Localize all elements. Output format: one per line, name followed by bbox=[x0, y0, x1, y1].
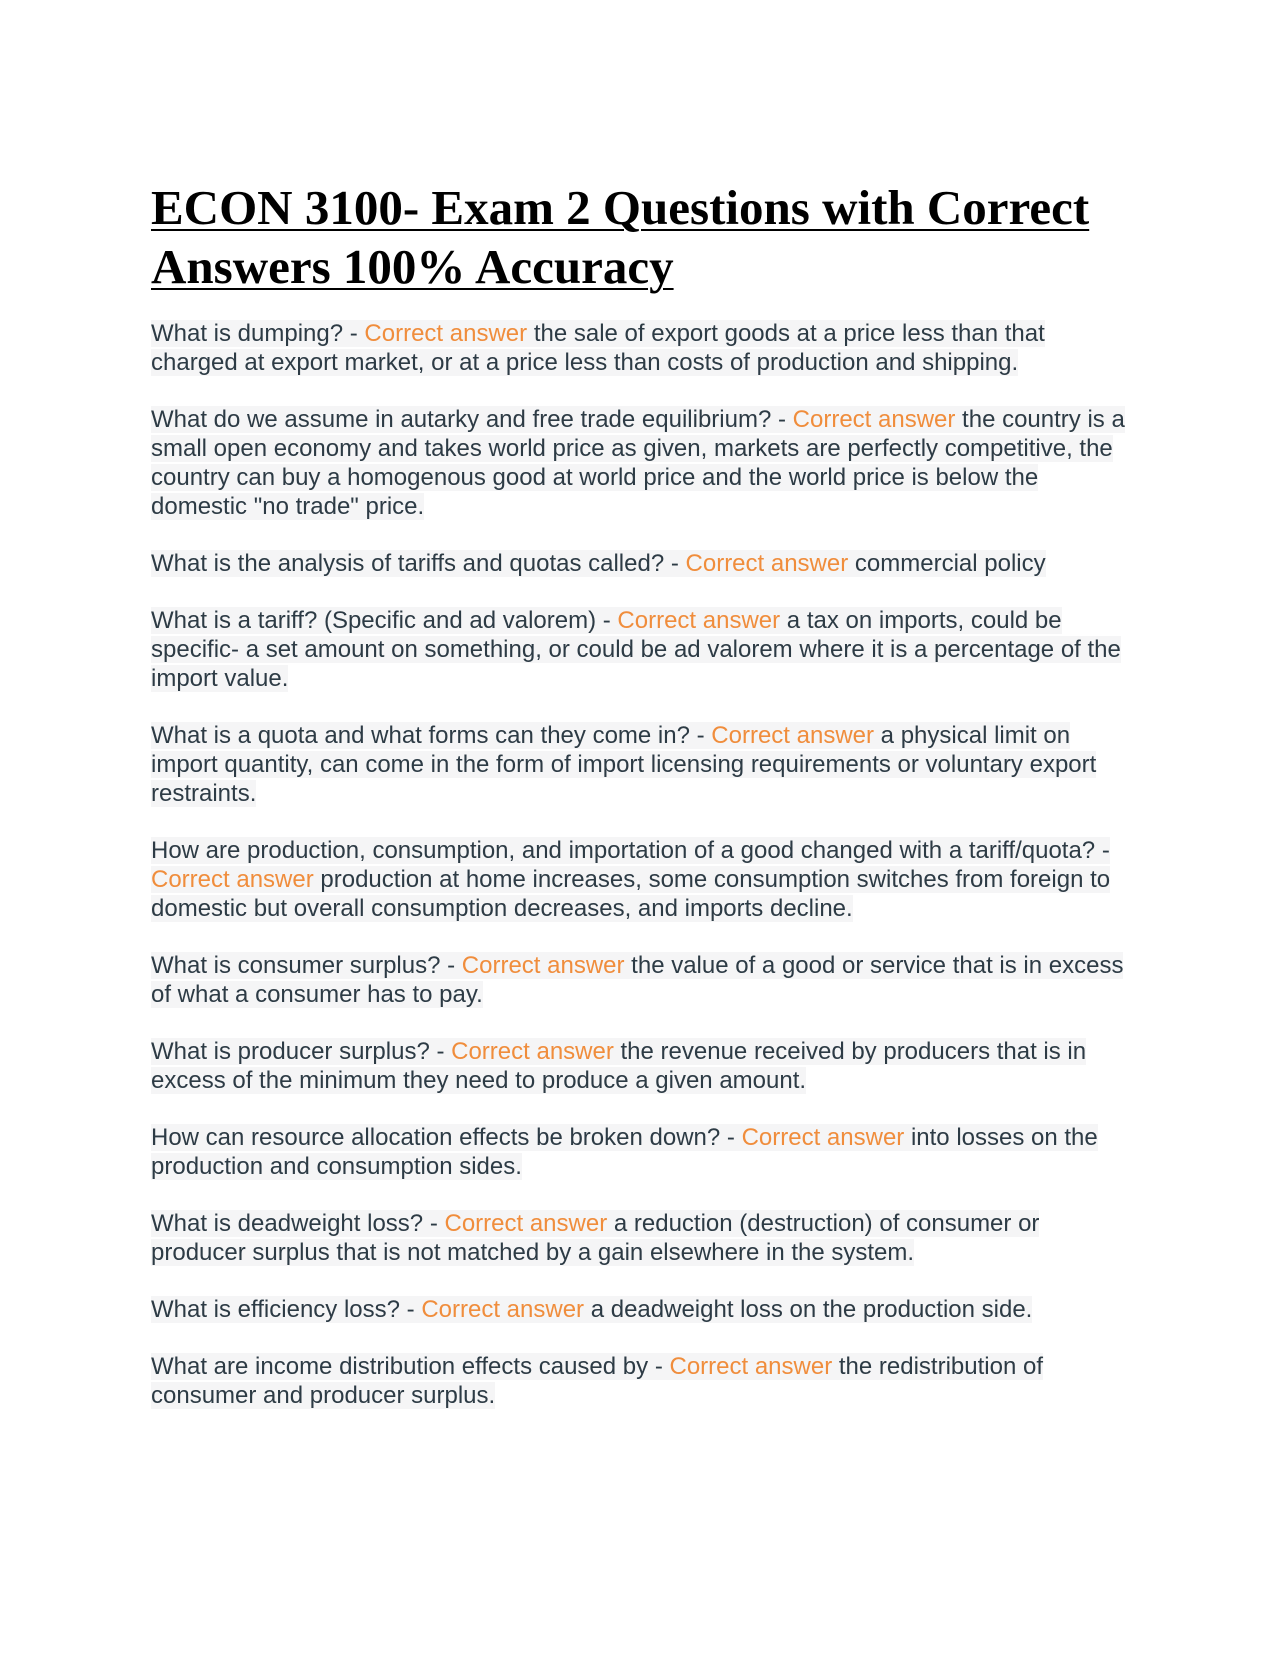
qa-item bbox=[151, 1123, 1136, 1181]
question-text: What is efficiency loss? bbox=[151, 1296, 400, 1323]
question-text: What is dumping? bbox=[151, 320, 344, 347]
document-page bbox=[151, 178, 1136, 1438]
answer-label: Correct answer bbox=[364, 320, 528, 347]
qa-item bbox=[151, 1352, 1136, 1410]
separator: - bbox=[429, 1038, 452, 1065]
separator: - bbox=[1095, 837, 1110, 864]
answer-label: Correct answer bbox=[685, 550, 849, 577]
answer-label: Correct answer bbox=[151, 866, 314, 893]
separator: - bbox=[343, 320, 365, 347]
document-title: ECON 3100- Exam 2 Questions with Correct Answers 100% Accuracy bbox=[151, 180, 1090, 294]
answer-text: a deadweight loss on the production side. bbox=[590, 1296, 1033, 1323]
answer-label: Correct answer bbox=[617, 607, 781, 634]
question-text: What is producer surplus? bbox=[151, 1038, 430, 1065]
qa-item bbox=[151, 836, 1136, 923]
answer-text: the redistribution of consumer and producer surplus. bbox=[151, 1353, 1043, 1409]
question-text: What is a quota and what forms can they come in? bbox=[151, 722, 690, 749]
question-text: What is the analysis of tariffs and quotas called? bbox=[151, 550, 665, 577]
answer-text: a physical limit on import quantity, can come in the form of import licensing requirements or voluntary export restraints. bbox=[151, 722, 1097, 807]
answer-label: Correct answer bbox=[792, 406, 956, 433]
answer-label: Correct answer bbox=[444, 1210, 608, 1237]
separator: - bbox=[440, 952, 462, 979]
separator: - bbox=[596, 607, 618, 634]
question-text: What do we assume in autarky and free trade equilibrium? bbox=[151, 406, 772, 433]
answer-label: Correct answer bbox=[741, 1124, 905, 1151]
question-text: How can resource allocation effects be broken down? bbox=[151, 1124, 721, 1151]
qa-item bbox=[151, 1037, 1136, 1095]
answer-text: into losses on the production and consumption sides. bbox=[151, 1124, 1098, 1180]
qa-item bbox=[151, 721, 1136, 808]
separator: - bbox=[400, 1296, 422, 1323]
answer-text: commercial policy bbox=[854, 550, 1046, 577]
answer-label: Correct answer bbox=[451, 1038, 614, 1065]
separator: - bbox=[689, 722, 712, 749]
answer-text: a reduction (destruction) of consumer or producer surplus that is not matched by a gain elsewhere in the system. bbox=[151, 1210, 1040, 1266]
separator: - bbox=[423, 1210, 445, 1237]
question-text: What is deadweight loss? bbox=[151, 1210, 424, 1237]
answer-label: Correct answer bbox=[421, 1296, 585, 1323]
question-text: What is consumer surplus? bbox=[151, 952, 441, 979]
qa-item bbox=[151, 319, 1136, 377]
answer-text: the sale of export goods at a price less than that charged at export market, or at a price less than costs of production and shipping. bbox=[151, 320, 1045, 376]
separator: - bbox=[771, 406, 793, 433]
qa-item bbox=[151, 1209, 1136, 1267]
answer-text: the revenue received by producers that is in excess of the minimum they need to produce a given amount. bbox=[151, 1038, 1087, 1094]
qa-item bbox=[151, 549, 1136, 578]
qa-item bbox=[151, 1295, 1136, 1324]
qa-item bbox=[151, 606, 1136, 693]
answer-text: a tax on imports, could be specific- a set amount on something, or could be ad valorem where it is a percentage of the import value. bbox=[151, 607, 1121, 692]
qa-item bbox=[151, 951, 1136, 1009]
answer-label: Correct answer bbox=[461, 952, 625, 979]
separator: - bbox=[664, 550, 686, 577]
answer-label: Correct answer bbox=[711, 722, 874, 749]
question-text: How are production, consumption, and importation of a good changed with a tariff/quota? bbox=[151, 837, 1096, 864]
answer-text: the value of a good or service that is in excess of what a consumer has to pay. bbox=[151, 952, 1124, 1008]
qa-list bbox=[151, 319, 1136, 1410]
answer-text: production at home increases, some consumption switches from foreign to domestic but overall consumption decreases, and imports decline. bbox=[151, 866, 1111, 922]
qa-item bbox=[151, 405, 1136, 521]
answer-label: Correct answer bbox=[669, 1353, 833, 1380]
separator: - bbox=[720, 1124, 742, 1151]
question-text: What are income distribution effects caused by bbox=[151, 1353, 649, 1380]
answer-text: the country is a small open economy and takes world price as given, markets are perfectly competitive, the country can buy a homogenous good at world price and the world price is below the domestic "no trade" price. bbox=[151, 406, 1125, 520]
question-text: What is a tariff? (Specific and ad valorem) bbox=[151, 607, 597, 634]
separator: - bbox=[648, 1353, 670, 1380]
